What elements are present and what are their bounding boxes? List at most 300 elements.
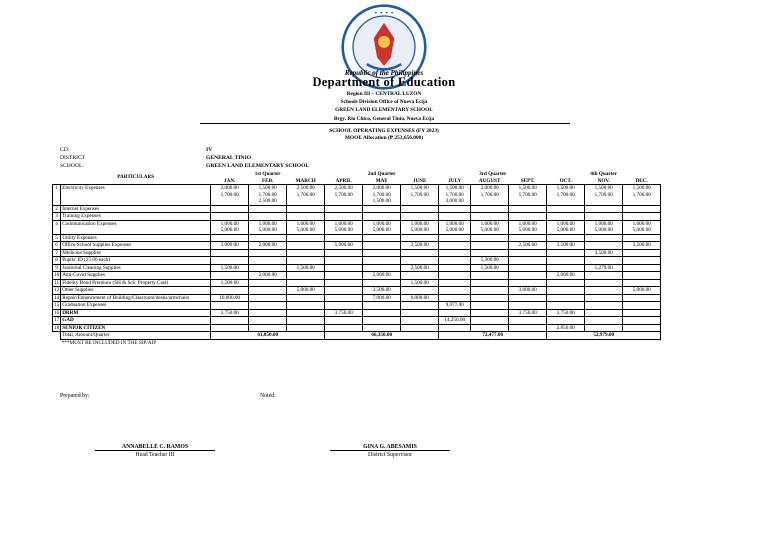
row-number: 9 <box>53 264 61 272</box>
amount-cell <box>509 264 547 272</box>
amount-cell: 7,000.00 <box>363 294 401 302</box>
amount-cell <box>249 264 287 272</box>
row-number: 6 <box>53 242 61 250</box>
amount-cell <box>547 249 585 257</box>
amount-cell <box>249 279 287 287</box>
row-number: 1 <box>53 185 61 206</box>
amount-cell <box>401 309 439 317</box>
amount-cell <box>547 264 585 272</box>
row-particular: Training Expenses <box>61 213 211 221</box>
amount-cell <box>287 257 325 265</box>
amount-cell <box>547 294 585 302</box>
amount-cell <box>509 317 547 325</box>
allocation-line: MOOE Allocation (₱ 253,656.000) <box>344 135 424 141</box>
totals-row <box>53 332 661 340</box>
amount-cell <box>325 287 363 295</box>
amount-cell: 1,500.00 <box>211 264 249 272</box>
amount-cell: 1,500.00 1,700.00 2,500.00 <box>249 185 287 206</box>
amount-cell: 10,000.00 <box>211 294 249 302</box>
month-header: SEPT. <box>520 177 535 184</box>
month-header: FEB. <box>261 177 274 184</box>
amount-cell <box>401 324 439 332</box>
info-values <box>206 146 309 170</box>
amount-cell <box>401 249 439 257</box>
amount-cell: 14,250.00 <box>439 317 471 325</box>
amount-cell <box>211 324 249 332</box>
amount-cell <box>623 317 661 325</box>
amount-cell: 2,500.00 1,700.00 <box>287 185 325 206</box>
amount-cell: 9,077.00 <box>439 302 471 310</box>
amount-cell: 1,500.00 1,700.00 3,000.00 <box>439 185 471 206</box>
amount-cell <box>585 309 623 317</box>
amount-cell: 3,000.00 <box>211 242 249 250</box>
amount-cell <box>585 317 623 325</box>
sip-note: ***MUST BE INCLUDED IN THE SIP/AIP <box>61 339 157 346</box>
row-number: 14 <box>54 294 60 301</box>
row-number: 18 <box>54 324 60 331</box>
amount-cell <box>471 272 509 280</box>
amount-cell <box>585 302 623 310</box>
amount-cell: 2,500.00 <box>401 264 439 272</box>
amount-cell <box>325 264 363 272</box>
row-particular: SENIOR CITIZEN <box>61 324 211 332</box>
amount-cell <box>623 213 661 221</box>
row-number: 7 <box>53 249 61 257</box>
amount-cell <box>211 257 249 265</box>
amount-cell: 1,000.00 5,000.00 <box>401 220 439 234</box>
amount-cell: 1,279.00 <box>585 264 623 272</box>
table-row <box>53 264 661 272</box>
amount-cell <box>623 309 661 317</box>
amount-cell <box>363 279 401 287</box>
amount-cell <box>439 272 471 280</box>
amount-cell <box>623 324 661 332</box>
amount-cell <box>509 205 547 213</box>
amount-cell <box>363 205 401 213</box>
amount-cell <box>325 213 363 221</box>
amount-cell <box>509 294 547 302</box>
amount-cell <box>471 309 509 317</box>
amount-cell <box>585 213 623 221</box>
amount-cell <box>401 272 439 280</box>
row-particular: Communication Expenses <box>61 220 211 234</box>
row-particular: Anti-Covid Supplies <box>61 272 211 280</box>
amount-cell <box>287 249 325 257</box>
amount-cell: 2,500.00 <box>509 242 547 250</box>
row-number: 11 <box>54 279 60 286</box>
amount-cell <box>585 287 623 295</box>
amount-cell <box>287 213 325 221</box>
amount-cell <box>325 257 363 265</box>
amount-cell <box>471 324 509 332</box>
month-header: JUNE <box>412 177 427 184</box>
amount-cell: 1,000.00 5,000.00 <box>325 220 363 234</box>
amount-cell <box>325 317 363 325</box>
amount-cell: 1,000.00 5,000.00 <box>211 220 249 234</box>
amount-cell <box>509 272 547 280</box>
month-header: JAN. <box>223 177 236 184</box>
month-header: MARCH <box>295 177 316 184</box>
amount-cell: 1,000.00 5,000.00 <box>509 220 547 234</box>
amount-cell <box>287 302 325 310</box>
amount-cell <box>211 302 249 310</box>
amount-cell <box>471 234 509 242</box>
row-number: 13 <box>54 287 60 293</box>
amount-cell <box>325 294 363 302</box>
amount-cell <box>249 234 287 242</box>
amount-cell <box>249 249 287 257</box>
amount-cell: 3,500.00 <box>623 242 661 250</box>
noted-name: GINA G. ABESAMIS <box>330 444 450 451</box>
row-particular: Janitorial Cleaning Supplies <box>61 264 211 272</box>
amount-cell: 1,000.00 5,000.00 <box>471 220 509 234</box>
amount-cell <box>287 242 325 250</box>
amount-cell: 2,000.00 1,700.00 1,500.00 <box>363 185 401 206</box>
amount-cell <box>509 324 547 332</box>
division-line: Schools Division Office of Nueva Ecija <box>340 99 428 105</box>
table-row <box>53 249 661 257</box>
row-number: 4 <box>53 220 61 234</box>
table-row <box>53 220 661 234</box>
noted-label: Noted: <box>260 393 276 399</box>
quarter-4-header: 4th Quarter <box>590 171 618 177</box>
amount-cell <box>363 234 401 242</box>
amount-cell: 1,000.00 5,000.00 <box>363 220 401 234</box>
row-number: 5 <box>53 234 61 242</box>
amount-cell: 3,500.00 <box>547 242 585 250</box>
amount-cell: 3,750.00 <box>509 309 547 317</box>
amount-cell: 2,850.00 <box>547 324 585 332</box>
amount-cell <box>547 317 585 325</box>
prepared-by-label: Prepared by: <box>60 393 90 399</box>
amount-cell <box>471 317 509 325</box>
address-line: Brgy. Rio Chico, General Tinio, Nueva Ecija <box>333 116 435 122</box>
amount-cell <box>287 279 325 287</box>
quarter-1-header: 1st Quarter <box>254 171 281 177</box>
amount-cell <box>325 272 363 280</box>
month-header: NOV. <box>597 177 610 184</box>
amount-cell <box>401 287 439 295</box>
amount-cell <box>585 205 623 213</box>
amount-cell <box>471 242 509 250</box>
amount-cell <box>211 272 249 280</box>
amount-cell <box>363 324 401 332</box>
amount-cell <box>363 302 401 310</box>
amount-cell <box>471 205 509 213</box>
amount-cell <box>547 279 585 287</box>
amount-cell: 3,500.00 <box>363 287 401 295</box>
amount-cell <box>585 257 623 265</box>
amount-cell <box>471 287 509 295</box>
amount-cell <box>547 287 585 295</box>
amount-cell <box>287 234 325 242</box>
amount-cell <box>439 264 471 272</box>
amount-cell <box>547 257 585 265</box>
table-row <box>53 185 661 206</box>
amount-cell: 1,500.00 <box>287 264 325 272</box>
row-particular: Pupils' ID (25.00 each) <box>61 257 211 265</box>
row-particular: Medicine Supplies <box>61 249 211 257</box>
amount-cell <box>623 205 661 213</box>
amount-cell <box>211 249 249 257</box>
amount-cell: 2,000.00 <box>547 272 585 280</box>
table-row <box>53 302 661 310</box>
amount-cell: 1,000.00 5,000.00 <box>249 220 287 234</box>
amount-cell <box>439 234 471 242</box>
amount-cell <box>363 264 401 272</box>
particulars-header: PARTICULARS <box>117 174 155 181</box>
amount-cell <box>439 213 471 221</box>
school-label: SCHOOL: <box>60 163 84 169</box>
amount-cell <box>211 287 249 295</box>
amount-cell: 2,500.00 <box>401 242 439 250</box>
table-row <box>53 213 661 221</box>
amount-cell <box>401 257 439 265</box>
header-divider <box>200 123 570 124</box>
amount-cell: 1,000.00 5,000.00 <box>439 220 471 234</box>
amount-cell <box>211 213 249 221</box>
amount-cell <box>623 279 661 287</box>
row-number: 17 <box>54 317 60 323</box>
month-header: MAY <box>375 177 388 184</box>
table-row <box>53 287 661 295</box>
quarter-total: 52,979.00 <box>547 332 661 340</box>
quarter-total: 72,477.00 <box>439 332 547 340</box>
table-row <box>53 205 661 213</box>
amount-cell: 2,000.00 <box>249 242 287 250</box>
svg-text:• • • •: • • • • <box>374 10 394 18</box>
amount-cell: 1,500.00 1,700.00 <box>509 185 547 206</box>
report-title: SCHOOL OPERATING EXPENSES (FY 2023) <box>329 128 439 134</box>
amount-cell: 1,500.00 1,700.00 <box>401 185 439 206</box>
row-particular: DRRM <box>61 309 211 317</box>
blank-cell <box>53 332 61 340</box>
amount-cell <box>439 249 471 257</box>
amount-cell: 1,500.00 1,700.00 <box>623 185 661 206</box>
amount-cell <box>325 324 363 332</box>
table-row <box>53 234 661 242</box>
amount-cell <box>287 205 325 213</box>
amount-cell <box>363 317 401 325</box>
district-value: GENERAL TINIO <box>206 155 252 161</box>
republic-line: Republic of the Philippines <box>344 69 424 77</box>
row-number: 15 <box>54 302 60 308</box>
amount-cell: 1,000.00 5,000.00 <box>287 220 325 234</box>
amount-cell <box>363 257 401 265</box>
month-header: JULY <box>448 177 462 184</box>
amount-cell <box>287 272 325 280</box>
amount-cell <box>249 309 287 317</box>
amount-cell: 1,500.00 1,700.00 <box>585 185 623 206</box>
amount-cell <box>509 249 547 257</box>
amount-cell <box>249 213 287 221</box>
quarter-2-header: 2nd Quarter <box>367 171 396 177</box>
amount-cell <box>325 205 363 213</box>
cd-label: CD: <box>60 147 70 153</box>
amount-cell <box>287 324 325 332</box>
row-particular: Internet Expenses <box>61 205 211 213</box>
amount-cell: 1,500.00 1,700.00 <box>547 185 585 206</box>
row-number: 8 <box>53 257 61 265</box>
row-number: 10 <box>54 272 60 278</box>
amount-cell <box>471 294 509 302</box>
amount-cell <box>585 324 623 332</box>
amount-cell <box>249 205 287 213</box>
district-label: DISTRICT <box>60 155 86 161</box>
amount-cell: 1,000.00 5,000.00 <box>547 220 585 234</box>
amount-cell <box>439 279 471 287</box>
amount-cell <box>439 324 471 332</box>
amount-cell: 1,000.00 5,000.00 <box>585 220 623 234</box>
amount-cell: 5,300.00 <box>471 257 509 265</box>
prepared-title: Head Teacher III <box>135 452 175 458</box>
amount-cell <box>585 294 623 302</box>
amount-cell <box>211 317 249 325</box>
amount-cell <box>401 317 439 325</box>
note-row <box>53 339 661 346</box>
totals-label: Total, Amount/Quarter <box>61 332 211 340</box>
table-row <box>53 257 661 265</box>
amount-cell <box>249 324 287 332</box>
amount-cell <box>471 213 509 221</box>
amount-cell <box>439 257 471 265</box>
table-row <box>53 294 661 302</box>
amount-cell <box>325 302 363 310</box>
noted-title: District Supervisor <box>368 452 412 458</box>
amount-cell <box>401 213 439 221</box>
amount-cell <box>363 309 401 317</box>
table-row <box>53 272 661 280</box>
month-header: APRIL <box>335 177 352 184</box>
expenses-table <box>52 171 661 346</box>
row-particular: GAD <box>61 317 211 325</box>
amount-cell <box>249 287 287 295</box>
table-row <box>53 324 661 332</box>
prepared-name: ANNABELLE C. RAMOS <box>95 444 215 451</box>
amount-cell <box>471 302 509 310</box>
amount-cell <box>287 294 325 302</box>
amount-cell <box>509 257 547 265</box>
quarter-total: 66,350.00 <box>325 332 439 340</box>
amount-cell <box>249 257 287 265</box>
amount-cell: 1,500.00 <box>211 279 249 287</box>
amount-cell <box>547 234 585 242</box>
quarter-total: 61,850.00 <box>211 332 325 340</box>
amount-cell <box>287 309 325 317</box>
amount-cell <box>471 279 509 287</box>
amount-cell: 3,750.00 <box>211 309 249 317</box>
department-name: Department of Education <box>312 75 456 89</box>
amount-cell <box>585 242 623 250</box>
amount-cell <box>401 205 439 213</box>
amount-cell: 3,000.00 <box>509 287 547 295</box>
month-header: AUGUST <box>478 177 501 184</box>
amount-cell: 5,000.00 <box>325 242 363 250</box>
amount-cell <box>287 317 325 325</box>
amount-cell <box>623 234 661 242</box>
row-particular: Electricity Expenses <box>61 185 211 206</box>
amount-cell <box>401 302 439 310</box>
amount-cell <box>249 317 287 325</box>
school-value: GREEN LAND ELEMENTARY SCHOOL <box>206 163 310 169</box>
amount-cell <box>585 234 623 242</box>
amount-cell <box>211 205 249 213</box>
row-particular: Office/School Supplies Expenses <box>61 242 211 250</box>
amount-cell: 1,500.00 <box>471 264 509 272</box>
amount-cell <box>401 234 439 242</box>
amount-cell: 3,500.00 <box>585 249 623 257</box>
table-row <box>53 279 661 287</box>
amount-cell <box>471 249 509 257</box>
month-header: OCT. <box>559 177 572 184</box>
amount-cell: 6,000.00 <box>401 294 439 302</box>
amount-cell <box>363 249 401 257</box>
amount-cell <box>439 242 471 250</box>
amount-cell: 3,750.00 <box>325 309 363 317</box>
row-particular: Graduation Expenses <box>61 302 211 310</box>
amount-cell <box>325 249 363 257</box>
amount-cell <box>211 234 249 242</box>
amount-cell <box>585 272 623 280</box>
amount-cell <box>509 213 547 221</box>
amount-cell: 5,000.00 <box>287 287 325 295</box>
quarter-3-header: 3rd Quarter <box>479 171 507 177</box>
table-row <box>53 309 661 317</box>
amount-cell <box>585 279 623 287</box>
expenses-body <box>53 185 661 347</box>
amount-cell: 2,000.00 <box>363 272 401 280</box>
row-number: 16 <box>54 309 60 316</box>
amount-cell: 3,750.00 <box>547 309 585 317</box>
month-header: DEC. <box>635 177 648 184</box>
amount-cell: 2,500.00 1,700.00 <box>325 185 363 206</box>
row-number: 3 <box>53 213 61 221</box>
blank-cell <box>53 339 61 346</box>
amount-cell <box>439 294 471 302</box>
amount-cell <box>623 302 661 310</box>
school-line: GREEN LAND ELEMENTARY SCHOOL <box>335 107 433 113</box>
amount-cell: 2,000.00 1,700.00 <box>471 185 509 206</box>
row-number: 2 <box>53 205 61 213</box>
table-row <box>53 242 661 250</box>
row-particular: Other Supplies <box>61 287 211 295</box>
amount-cell <box>547 302 585 310</box>
cd-value: IV <box>206 147 213 153</box>
row-particular: Utility Expenses <box>61 234 211 242</box>
row-particular: Repair/Enhancement of Building/Classroom/desks/armchairs <box>61 294 211 302</box>
amount-cell <box>439 287 471 295</box>
amount-cell <box>623 294 661 302</box>
amount-cell: 2,000.00 1,700.00 <box>211 185 249 206</box>
amount-cell <box>509 279 547 287</box>
amount-cell <box>623 272 661 280</box>
amount-cell <box>249 302 287 310</box>
row-particular: Fidelity Bond Premium (SH & Sch. Property Cust) <box>61 279 211 287</box>
amount-cell: 2,000.00 <box>249 272 287 280</box>
amount-cell <box>249 294 287 302</box>
amount-cell <box>547 213 585 221</box>
amount-cell <box>623 249 661 257</box>
amount-cell <box>325 234 363 242</box>
amount-cell <box>363 213 401 221</box>
amount-cell: 5,000.00 <box>623 287 661 295</box>
amount-cell <box>325 279 363 287</box>
amount-cell <box>623 264 661 272</box>
amount-cell <box>509 302 547 310</box>
amount-cell: 1,000.00 5,000.00 <box>623 220 661 234</box>
amount-cell <box>439 309 471 317</box>
amount-cell <box>623 257 661 265</box>
